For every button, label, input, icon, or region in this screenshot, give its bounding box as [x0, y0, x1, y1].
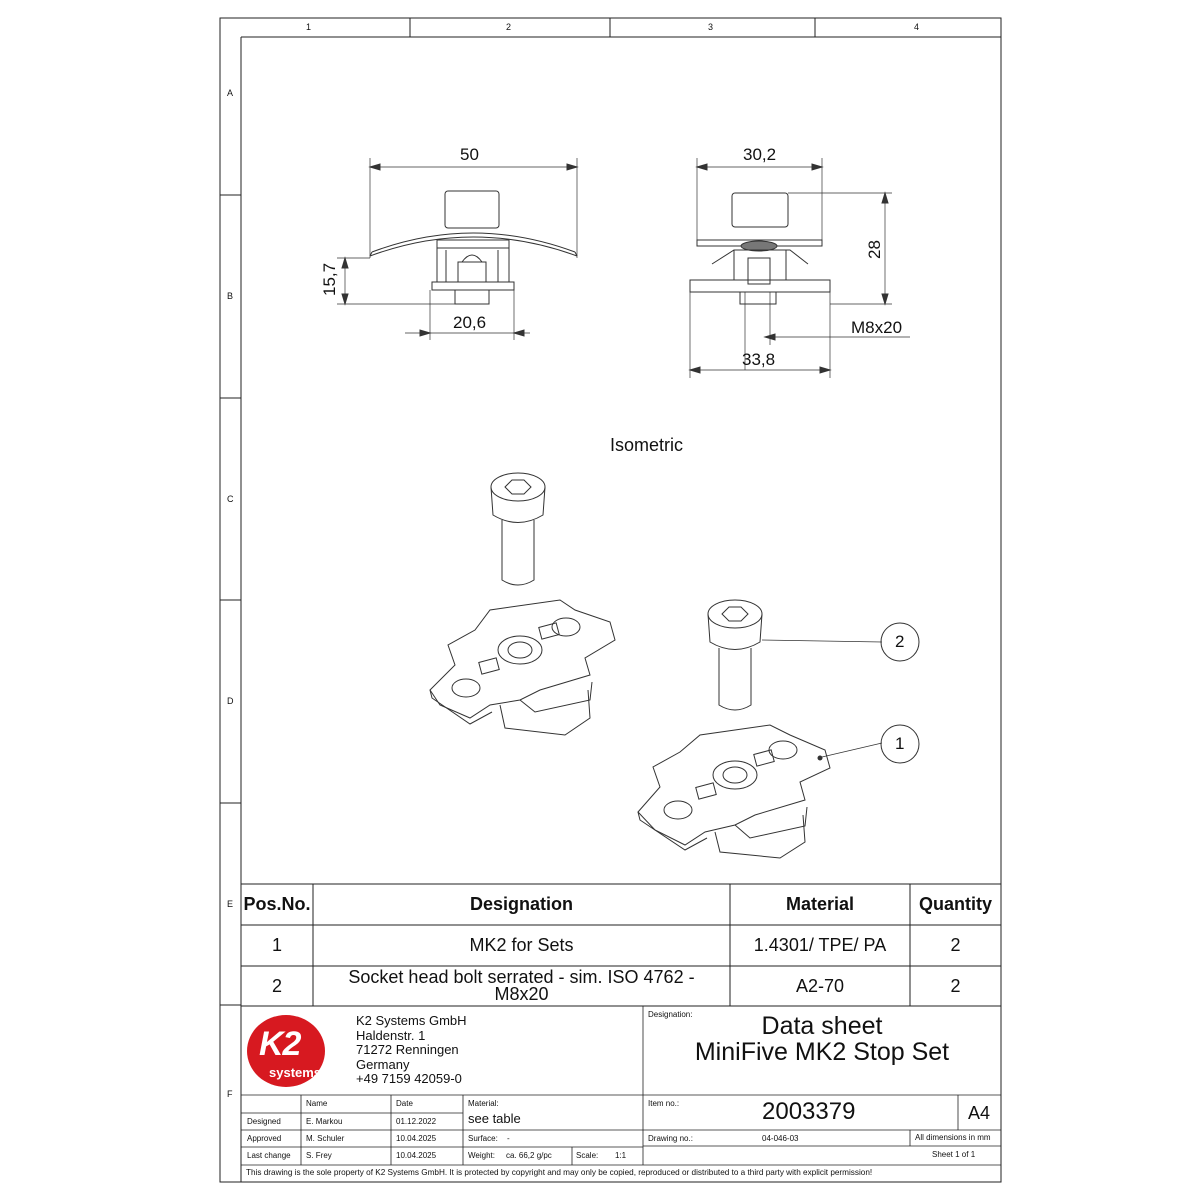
grid-col-1: 1 [306, 22, 312, 32]
isometric-exploded [430, 473, 615, 735]
grid-col-3: 3 [708, 22, 714, 32]
bom-header-quantity: Quantity [918, 894, 992, 914]
balloon-1: 1 [895, 734, 905, 753]
dim-front-width: 50 [460, 145, 479, 164]
approved-label: Approved [247, 1134, 282, 1143]
material-label: Material: [468, 1099, 499, 1108]
grid-row-f: F [227, 1089, 233, 1099]
col-name: Name [306, 1099, 328, 1108]
company-name: K2 Systems GmbH [356, 1013, 467, 1028]
bom-row1-pos: 1 [271, 935, 282, 955]
bom-row2-designation [313, 966, 730, 1006]
bom-row1-quantity: 2 [950, 935, 961, 955]
company-country: Germany [356, 1056, 410, 1072]
surface-label: Surface: [468, 1134, 498, 1143]
lastchange-date: 10.04.2025 [396, 1151, 437, 1160]
company-city: 71272 Renningen [356, 1042, 459, 1057]
company-phone: +49 7159 42059-0 [356, 1071, 462, 1086]
lastchange-name: S. Frey [306, 1151, 332, 1160]
approved-name: M. Schuler [306, 1134, 345, 1143]
bom-row2-quantity: 2 [950, 975, 961, 996]
isometric-assembled [638, 600, 919, 858]
dim-side-thread: M8x20 [851, 318, 903, 337]
designation-label: Designation: [648, 1010, 693, 1019]
dim-front-bottom: 20,6 [453, 313, 487, 332]
bom-row2-material: A2-70 [795, 975, 845, 996]
grid-row-c: C [227, 494, 234, 504]
company-street: Haldenstr. 1 [356, 1027, 426, 1043]
drawing-label: Drawing no.: [648, 1134, 693, 1143]
designed-date: 01.12.2022 [396, 1117, 437, 1126]
title-line2: MiniFive MK2 Stop Set [694, 1038, 950, 1066]
weight-label: Weight: [468, 1151, 495, 1160]
copyright-notice: This drawing is the sole property of K2 Systems GmbH. It is protected by copyright and may only be copied, reproduced or distributed to a third party with explicit permission! [246, 1168, 873, 1177]
company-logo [247, 1015, 325, 1087]
drawing-number: 04-046-03 [762, 1134, 799, 1143]
surface-value: - [507, 1134, 510, 1143]
grid-row-a: A [227, 88, 234, 98]
grid-row-d: D [227, 696, 234, 706]
bom-row1-designation: MK2 for Sets [469, 935, 574, 955]
col-date: Date [396, 1099, 413, 1108]
company-address [356, 1014, 467, 1087]
approved-date: 10.04.2025 [396, 1134, 437, 1143]
bom-row2-designation-line2: M8x20 [494, 984, 549, 1004]
dim-front-height: 15,7 [320, 262, 339, 296]
bom-row2-designation-line1: Socket head bolt serrated - sim. ISO 4762 - [348, 967, 695, 987]
weight-value: ca. 66,2 g/pc [506, 1151, 552, 1160]
isometric-label: Isometric [610, 435, 684, 455]
designed-name: E. Markou [306, 1117, 343, 1126]
paper-format: A4 [968, 1103, 991, 1123]
sheet-count: Sheet 1 of 1 [932, 1150, 976, 1159]
lastchange-label: Last change [247, 1151, 291, 1160]
bom-row1-material: 1.4301/ TPE/ PA [753, 935, 887, 955]
logo-text: K2 [259, 1025, 301, 1063]
scale-value: 1:1 [615, 1151, 627, 1160]
grid-col-2: 2 [506, 22, 512, 32]
logo-sub: systems [269, 1065, 322, 1080]
bom-row2-pos: 2 [271, 975, 282, 996]
grid-row-b: B [227, 291, 234, 301]
designed-label: Designed [247, 1117, 281, 1126]
grid-row-e: E [227, 899, 234, 909]
dim-side-bottom: 33,8 [742, 350, 776, 369]
balloon-2: 2 [895, 632, 905, 651]
bom-header-material: Material [785, 894, 855, 914]
dim-side-width: 30,2 [743, 145, 777, 164]
grid-col-4: 4 [914, 22, 920, 32]
item-label: Item no.: [648, 1099, 680, 1108]
document-title [643, 1013, 1001, 1065]
bom-header-pos: Pos.No. [243, 894, 311, 914]
bom-header-designation: Designation [469, 894, 573, 914]
title-line1: Data sheet [761, 1012, 883, 1040]
material-value: see table [468, 1111, 521, 1126]
dim-side-height: 28 [865, 240, 884, 259]
side-view [690, 158, 910, 378]
scale-label: Scale: [576, 1151, 599, 1160]
dimensions-note: All dimensions in mm [915, 1133, 991, 1142]
item-number: 2003379 [762, 1098, 856, 1125]
